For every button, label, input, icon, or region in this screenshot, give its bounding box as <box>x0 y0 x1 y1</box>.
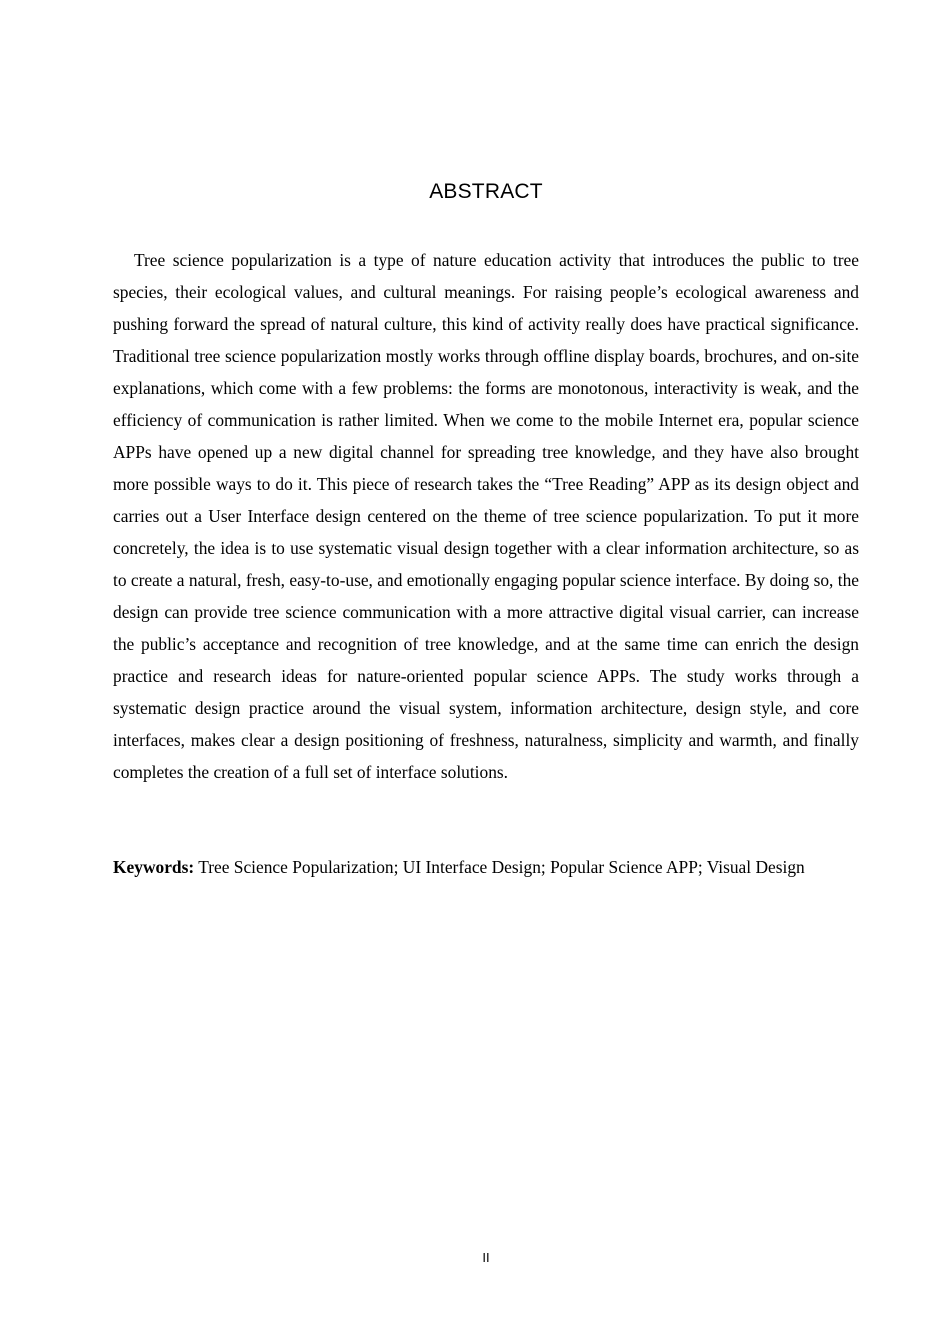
keywords-text: Tree Science Popularization; UI Interface Design; Popular Science APP; Visual Design <box>194 857 805 877</box>
page-number: II <box>482 1250 490 1265</box>
keywords-label: Keywords: <box>113 857 195 877</box>
keywords-line <box>113 851 859 883</box>
abstract-title: ABSTRACT <box>429 180 543 203</box>
abstract-paragraph: Tree science popularization is a type of nature education activity that introduces the public to tree species, their ecological values, and cultural meanings. For raising people’s ecological awareness and pushing forward the spread of natural culture, this kind of activity really does have practical significance. Traditional tree science popularization mostly works through offline display boards, brochures, and on-site explanations, which come with a few problems: the forms are monotonous, interactivity is weak, and the efficiency of communication is rather limited. When we come to the mobile Internet era, popular science APPs have opened up a new digital channel for spreading tree knowledge, and they have also brought more possible ways to do it. This piece of research takes the “Tree Reading” APP as its design object and carries out a User Interface design centered on the theme of tree science popularization. To put it more concretely, the idea is to use systematic visual design together with a clear information architecture, so as to create a natural, fresh, easy-to-use, and emotionally engaging popular science interface. By doing so, the design can provide tree science communication with a more attractive digital visual carrier, can increase the public’s acceptance and recognition of tree knowledge, and at the same time can enrich the design practice and research ideas for nature-oriented popular science APPs. The study works through a systematic design practice around the visual system, information architecture, design style, and core interfaces, makes clear a design positioning of freshness, naturalness, simplicity and warmth, and finally completes the creation of a full set of interface solutions. <box>113 250 859 782</box>
